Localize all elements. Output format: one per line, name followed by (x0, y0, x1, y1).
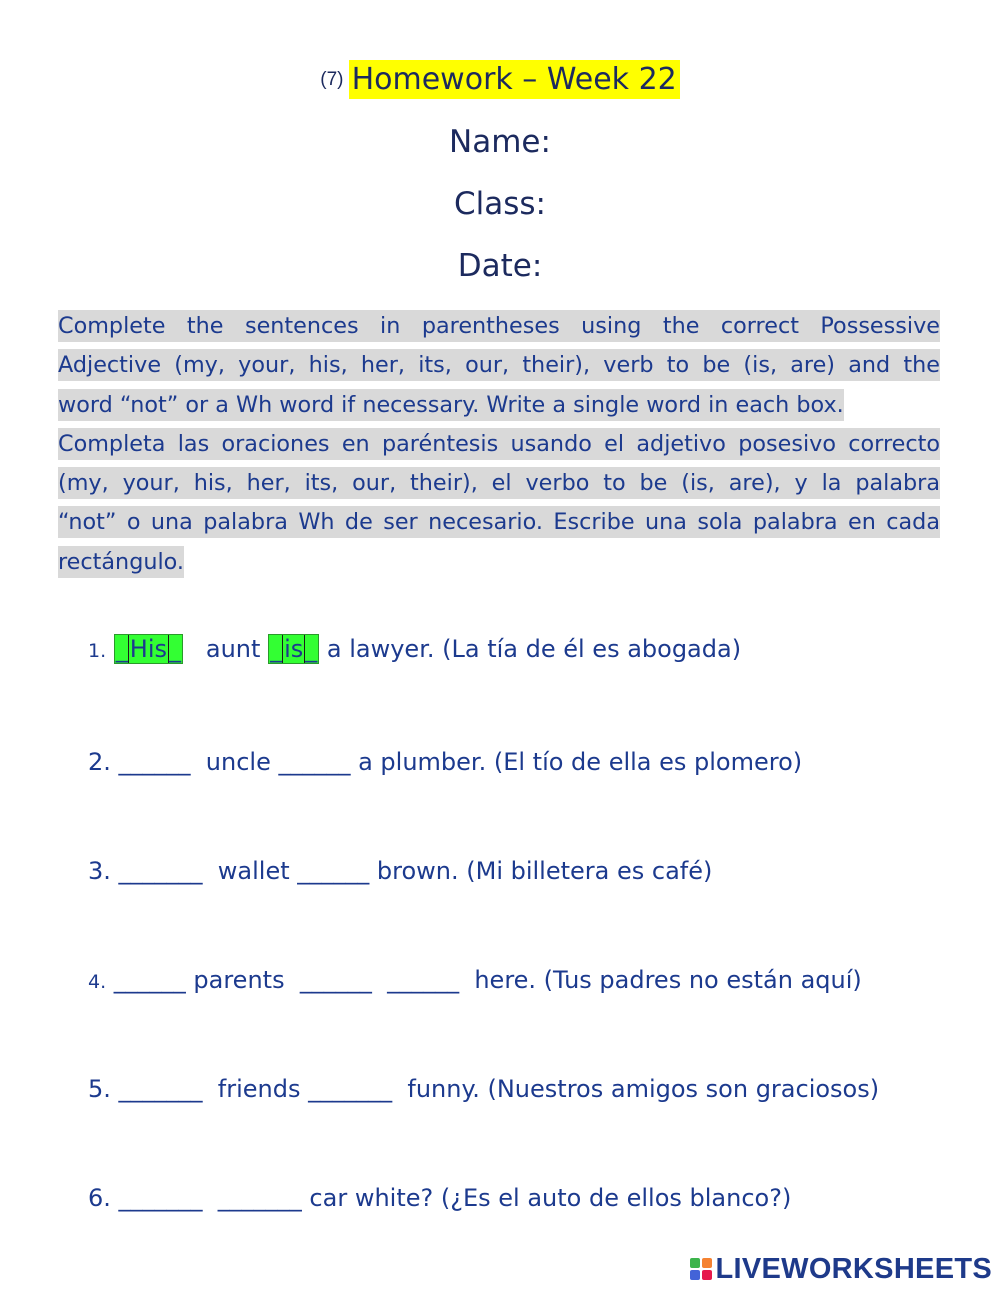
exercise-item-4 (88, 965, 968, 997)
item-number: 1. (88, 640, 107, 662)
instruction-line: word “not” or a Wh word if necessary. Write a single word in each box. (58, 386, 940, 425)
class-label: Class: (453, 186, 546, 222)
date-field (0, 248, 1000, 284)
logo-text: LIVEWORKSHEETS (715, 1252, 992, 1285)
instruction-line: (my, your, his, her, its, our, their), el verbo to be (is, are), y la palabra (58, 464, 940, 503)
exercise-number: (7) (320, 69, 344, 90)
exercise-item-5: 5. _______ friends _______ funny. (Nuestros amigos son graciosos) (88, 1075, 880, 1103)
exercise-item-1 (88, 634, 968, 666)
name-label: Name: (449, 124, 551, 160)
name-field (0, 124, 1000, 160)
item-text: aunt (205, 635, 261, 663)
exercise-item-6: 6. _______ _______ car white? (¿Es el auto de ellos blanco?) (88, 1184, 792, 1212)
date-label: Date: (457, 248, 543, 284)
liveworksheets-logo[interactable] (690, 1252, 993, 1286)
item-text: ______ parents ______ ______ here. (Tus padres no están aquí) (106, 966, 862, 994)
instruction-line: rectángulo. (58, 543, 940, 582)
item-text: a lawyer. (La tía de él es abogada) (326, 635, 742, 663)
instruction-line: Adjective (my, your, his, her, its, our, their), verb to be (is, are) and the (58, 346, 940, 385)
logo-block (690, 1270, 700, 1280)
page-title: Homework – Week 22 (349, 60, 680, 99)
answer-box-1[interactable]: _His_ (115, 635, 181, 663)
instruction-line: Completa las oraciones en paréntesis usando el adjetivo posesivo correcto (58, 425, 940, 464)
instruction-line: Complete the sentences in parentheses using the correct Possessive (58, 307, 940, 346)
class-field (0, 186, 1000, 222)
exercise-item-2: 2. ______ uncle ______ a plumber. (El tío de ella es plomero) (88, 748, 803, 776)
exercise-item-3: 3. _______ wallet ______ brown. (Mi billetera es café) (88, 857, 713, 885)
item-number: 4. (88, 971, 107, 993)
answer-box-2[interactable]: _is_ (270, 635, 318, 663)
logo-block (702, 1270, 712, 1280)
instructions-block (58, 307, 940, 582)
title-line (0, 60, 1000, 99)
logo-blocks-icon (690, 1258, 712, 1280)
logo-block (690, 1258, 700, 1268)
logo-block (702, 1258, 712, 1268)
instruction-line: “not” o una palabra Wh de ser necesario. Escribe una sola palabra en cada (58, 503, 940, 542)
